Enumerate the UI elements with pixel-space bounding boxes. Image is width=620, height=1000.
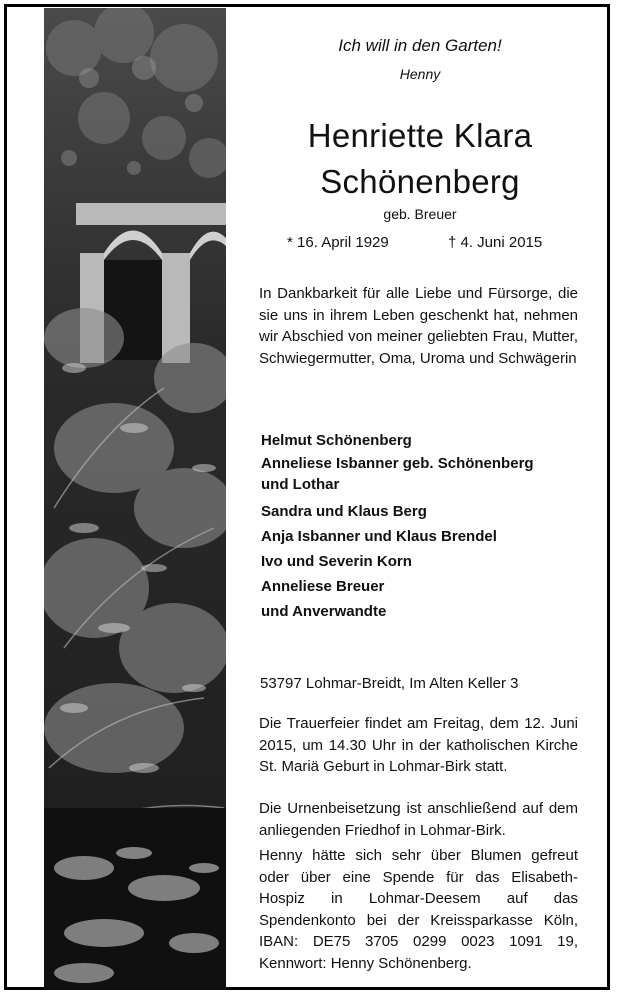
motto-quote: Ich will in den Garten! xyxy=(338,36,502,55)
mourner-line-part: und Lothar xyxy=(261,476,340,493)
mourner-line: und Anverwandte xyxy=(261,603,387,620)
mourner-line: Anneliese Breuer xyxy=(261,578,385,595)
intro-text: In Dankbarkeit für alle Liebe und Fürsorge, die sie uns in ihrem Leben geschenkt hat, nehmen wir Abschied von meiner geliebten Frau, Mutter, Schwiegermutter, Oma, Uroma und Schwägerin xyxy=(259,285,578,367)
donation-info: Henny hätte sich sehr über Blumen gefreut oder über eine Spende für das Elisabeth-Hospiz in Lohmar-Deesem auf das Spendenkonto bei der Kreissparkasse Köln, IBAN: DE75 3705 0299 0023 1091 19, Kennwort: Henny Schönenberg. xyxy=(259,847,578,972)
mourner-line: Helmut Schönenberg xyxy=(261,432,412,449)
death-date: † 4. Juni 2015 xyxy=(448,234,543,251)
funeral-info: Die Trauerfeier findet am Freitag, dem 12. Juni 2015, um 14.30 Uhr in der katholischen Kirche St. Mariä Geburt in Lohmar-Birk statt. xyxy=(259,715,578,775)
mourner-line: Anja Isbanner und Klaus Brendel xyxy=(261,528,497,545)
burial-info: Die Urnenbeisetzung ist anschließend auf dem anliegenden Friedhof in Lohmar-Birk. xyxy=(259,800,578,839)
mourner-line-part: Anneliese Isbanner geb. Schönenberg xyxy=(261,455,534,472)
garden-photo xyxy=(44,8,226,990)
birth-name: geb. Breuer xyxy=(383,206,457,222)
birth-date: * 16. April 1929 xyxy=(287,234,389,251)
deceased-surname: Schönenberg xyxy=(320,163,520,200)
motto-author: Henny xyxy=(399,66,441,82)
mourners-list xyxy=(261,428,534,624)
mourner-line: Ivo und Severin Korn xyxy=(261,553,412,570)
mourner-line: Sandra und Klaus Berg xyxy=(261,503,427,520)
mourner-line xyxy=(261,453,534,495)
deceased-first-names: Henriette Klara xyxy=(307,117,533,154)
family-address: 53797 Lohmar-Breidt, Im Alten Keller 3 xyxy=(260,675,519,692)
